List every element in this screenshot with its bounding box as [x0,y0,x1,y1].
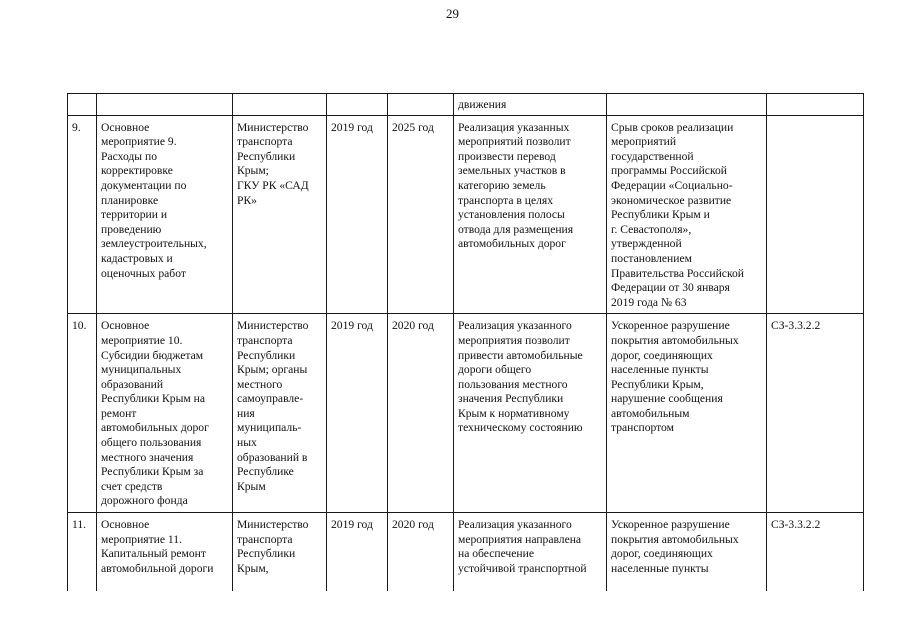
measure-text: Основное мероприятие 11. Капитальный ремонт автомобильной дороги [101,518,214,575]
cell-num [68,314,97,513]
start-year: 2019 год [331,120,373,134]
end-year: 2025 год [392,120,434,134]
result-text: Реализация указанного мероприятия позволит привести автомобильные дороги общего пользования местного значения Республики Крым к нормативному техническому состоянию [458,319,583,435]
cell-executor [233,513,327,592]
end-year: 2020 год [392,518,434,532]
cell-num [68,94,97,116]
end-year: 2020 год [392,319,434,333]
cell-risk [607,314,767,513]
measure-text: Основное мероприятие 9. Расходы по корректировке документации по планировке территории и проведению землеустроительных, кадастровых и оценочных работ [101,120,207,280]
cell-measure [97,94,233,116]
cell-result [454,314,607,513]
cell-executor [233,314,327,513]
cell-risk [607,513,767,592]
row-number: 10. [72,319,87,333]
link-code: СЗ-3.3.2.2 [771,518,821,532]
cell-link [767,513,864,592]
risk-text: Ускоренное разрушение покрытия автомобильных дорог, соединяющих населенные пункты [611,518,739,575]
cell-executor [233,94,327,116]
executor-text: Министерство транспорта Республики Крым, [237,518,309,575]
cell-start-year [327,94,388,116]
page-number: 29 [446,6,459,21]
cell-link [767,314,864,513]
cell-measure [97,513,233,592]
executor-text: Министерство транспорта Республики Крым; ГКУ РК «САД РК» [237,120,309,207]
cell-result [454,513,607,592]
risk-text: Ускоренное разрушение покрытия автомобильных дорог, соединяющих населенные пункты Республики Крым, нарушение сообщения автомобильным транспортом [611,319,739,435]
measures-table [67,93,864,591]
link-code: СЗ-3.3.2.2 [771,319,821,333]
cell-result [454,115,607,314]
start-year: 2019 год [331,518,373,532]
start-year: 2019 год [331,319,373,333]
cell-num [68,513,97,592]
cell-start-year [327,513,388,592]
cell-measure [97,115,233,314]
executor-text: Министерство транспорта Республики Крым; органы местного самоуправле- ния муниципаль- ных образований в Республике Крым [237,319,309,493]
cell-measure [97,314,233,513]
cell-end-year [388,314,454,513]
result-text: Реализация указанных мероприятий позволит произвести перевод земельных участков в категорию земель транспорта в целях установления полосы отвода для размещения автомобильных дорог [458,120,574,251]
result-text: движения [458,98,507,111]
cell-start-year [327,314,388,513]
cell-link [767,94,864,116]
cell-end-year [388,94,454,116]
cell-end-year [388,513,454,592]
cell-end-year [388,115,454,314]
cell-num [68,115,97,314]
table-row [68,513,864,592]
table-row-continuation [68,94,864,116]
table-row [68,115,864,314]
table-row [68,314,864,513]
cell-risk [607,115,767,314]
cell-start-year [327,115,388,314]
row-number: 11. [72,518,87,532]
cell-risk [607,94,767,116]
cell-link [767,115,864,314]
cell-result [454,94,607,116]
result-text: Реализация указанного мероприятия направлена на обеспечение устойчивой транспортной [458,518,587,575]
measure-text: Основное мероприятие 10. Субсидии бюджетам муниципальных образований Республики Крым на ремонт автомобильных дорог общего пользования местного значения Республики Крым за счет средств дорожного фонда [101,319,209,508]
risk-text: Срыв сроков реализации мероприятий государственной программы Российской Федерации «Социально- экономическое развитие Республики Крым и г. Севастополя», утвержденной постановлением Правительства Российской Федерации от 30 января 2019 года № 63 [611,120,744,309]
cell-executor [233,115,327,314]
row-number: 9. [72,120,81,134]
